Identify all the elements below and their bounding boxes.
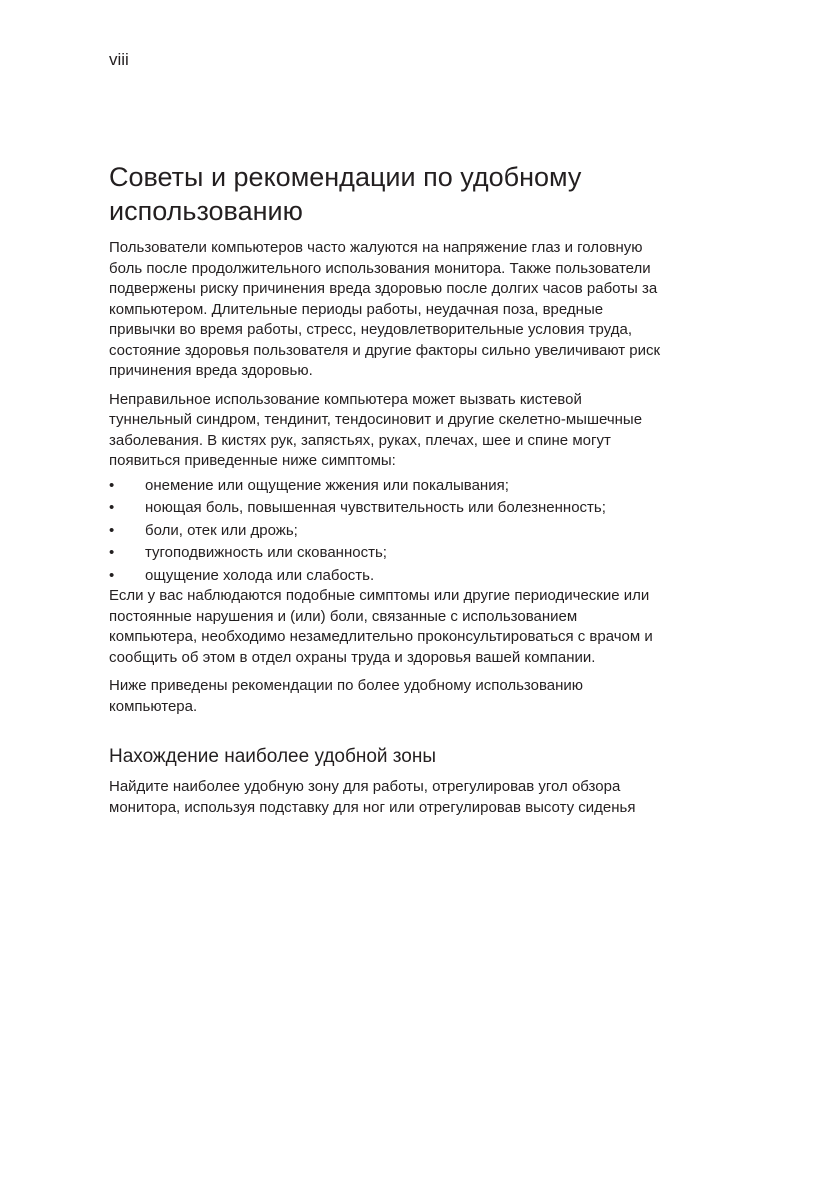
list-item bbox=[109, 498, 709, 519]
section-title bbox=[109, 160, 709, 228]
text-line: компьютера. bbox=[109, 697, 198, 715]
text-line: сообщить об этом в отдел охраны труда и здоровья вашей компании. bbox=[109, 648, 596, 666]
text-line: Ниже приведены рекомендации по более удобному использованию bbox=[109, 677, 584, 694]
text-line: Пользователи компьютеров часто жалуются на напряжение глаз и головную bbox=[109, 239, 643, 256]
text-line: монитора, используя подставку для ног или отрегулировав высоту сиденья bbox=[109, 798, 636, 816]
bullet-icon: • bbox=[109, 544, 115, 561]
text-line: причинения вреда здоровью. bbox=[109, 362, 313, 379]
bullet-icon: • bbox=[109, 566, 115, 584]
list-item-text: ноющая боль, повышенная чувствительность или болезненность; bbox=[145, 499, 606, 516]
page-number: viii bbox=[109, 50, 129, 69]
intro-paragraph bbox=[109, 238, 709, 382]
bullet-icon: • bbox=[109, 476, 115, 494]
text-line: постоянные нарушения и (или) боли, связанные с использованием bbox=[109, 607, 578, 625]
text-line: привычки во время работы, стресс, неудовлетворительные условия труда, bbox=[109, 321, 632, 338]
section-title-line: использованию bbox=[109, 196, 303, 226]
text-line: туннельный синдром, тендинит, тендосиновит и другие скелетно-мышечные bbox=[109, 411, 643, 428]
symptoms-intro-paragraph bbox=[109, 390, 709, 472]
list-item bbox=[109, 476, 709, 497]
bullet-icon: • bbox=[109, 521, 115, 539]
list-item bbox=[109, 566, 709, 587]
list-item-text: ощущение холода или слабость. bbox=[145, 566, 375, 584]
list-item-text: онемение или ощущение жжения или покалывания; bbox=[145, 476, 509, 494]
text-line: Найдите наиболее удобную зону для работы, отрегулировав угол обзора bbox=[109, 778, 621, 795]
text-line: подвержены риску причинения вреда здоровью после долгих часов работы за bbox=[109, 280, 658, 297]
subsection-paragraph bbox=[109, 777, 709, 818]
text-line: компьютера, необходимо незамедлительно проконсультироваться с врачом и bbox=[109, 628, 653, 645]
text-line: появиться приведенные ниже симптомы: bbox=[109, 452, 396, 469]
advice-paragraph bbox=[109, 586, 709, 668]
list-item bbox=[109, 543, 709, 564]
list-item bbox=[109, 521, 709, 542]
text-line: заболевания. В кистях рук, запястьях, руках, плечах, шее и спине могут bbox=[109, 431, 611, 449]
list-item-text: боли, отек или дрожь; bbox=[145, 521, 298, 539]
subsection-title: Нахождение наиболее удобной зоны bbox=[109, 746, 437, 767]
text-line: Неправильное использование компьютера может вызвать кистевой bbox=[109, 390, 582, 408]
list-item-text: тугоподвижность или скованность; bbox=[145, 544, 387, 561]
text-line: компьютером. Длительные периоды работы, неудачная поза, вредные bbox=[109, 300, 604, 318]
document-body bbox=[109, 160, 709, 826]
text-line: Если у вас наблюдаются подобные симптомы или другие периодические или bbox=[109, 587, 650, 604]
recommendations-intro-paragraph bbox=[109, 676, 709, 717]
section-title-line: Советы и рекомендации по удобному bbox=[109, 162, 582, 192]
bullet-icon: • bbox=[109, 499, 115, 516]
text-line: боль после продолжительного использования монитора. Также пользователи bbox=[109, 259, 651, 277]
text-line: состояние здоровья пользователя и другие факторы сильно увеличивают риск bbox=[109, 341, 661, 359]
symptoms-list bbox=[109, 476, 709, 587]
